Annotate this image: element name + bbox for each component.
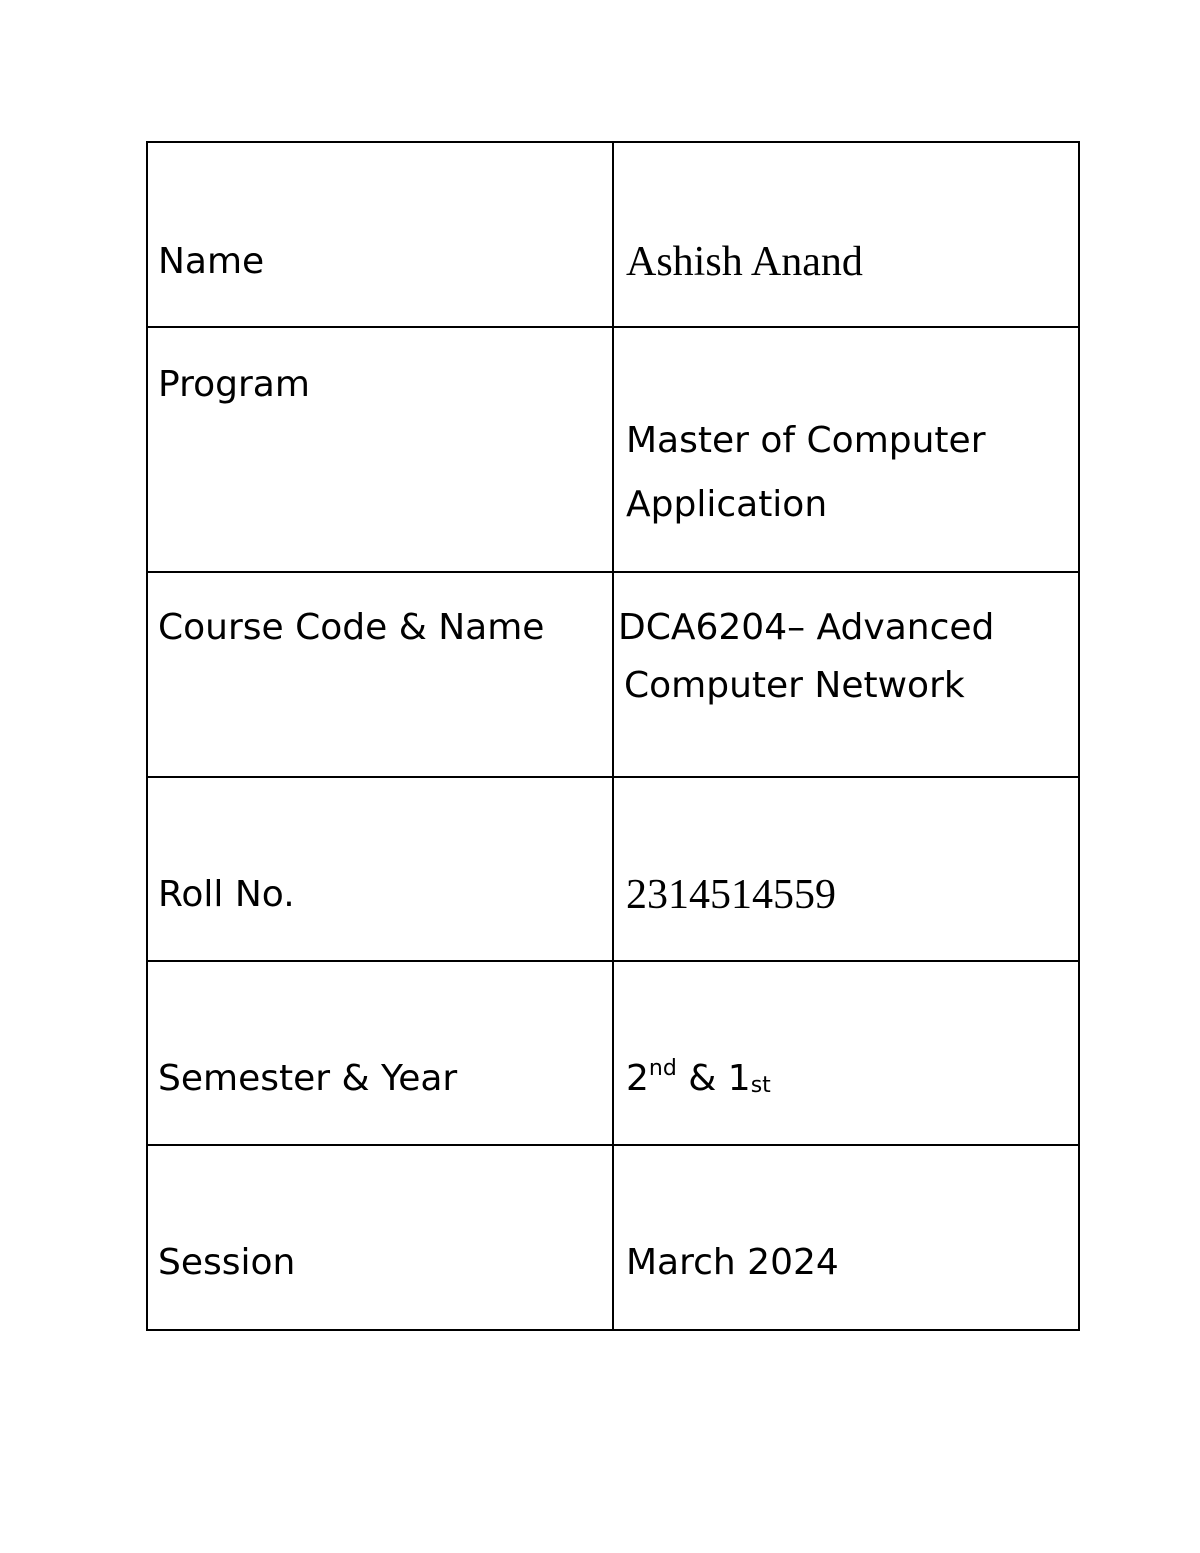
program-value-line1: Master of Computer: [626, 420, 986, 461]
year-ordinal: st: [750, 1073, 771, 1098]
value-cell: [613, 1145, 1079, 1330]
value-cell: [613, 572, 1079, 777]
value-cell: [613, 777, 1079, 961]
label-cell: [147, 1145, 613, 1330]
value-cell: [613, 961, 1079, 1145]
program-value-line2: Application: [626, 484, 828, 525]
table-row-session: [147, 1145, 1079, 1330]
table-row-roll: [147, 777, 1079, 961]
roll-value: 2314514559: [626, 872, 836, 918]
course-value-line2: Computer Network: [624, 665, 965, 706]
program-label: Program: [158, 364, 310, 405]
label-cell: [147, 777, 613, 961]
label-cell: [147, 142, 613, 327]
label-cell: [147, 572, 613, 777]
table-row-name: [147, 142, 1079, 327]
course-label: Course Code & Name: [158, 607, 545, 648]
semester-ordinal: nd: [648, 1056, 677, 1081]
value-cell: [613, 142, 1079, 327]
name-label: Name: [158, 241, 265, 282]
table-row-program: [147, 327, 1079, 572]
semester-separator: &: [676, 1058, 728, 1099]
semester-number: 2: [626, 1058, 649, 1099]
year-number: 1: [727, 1058, 751, 1099]
course-value-line1: DCA6204– Advanced: [618, 607, 995, 648]
value-cell: [613, 327, 1079, 572]
name-value: Ashish Anand: [626, 239, 863, 285]
table-row-course: [147, 572, 1079, 777]
semester-value: [626, 1050, 771, 1108]
table-row-semester: [147, 961, 1079, 1145]
label-cell: [147, 327, 613, 572]
student-info-table: [146, 141, 1080, 1331]
roll-label: Roll No.: [158, 874, 295, 915]
semester-label: Semester & Year: [158, 1058, 458, 1099]
session-label: Session: [158, 1242, 296, 1283]
session-value: March 2024: [626, 1242, 839, 1283]
label-cell: [147, 961, 613, 1145]
